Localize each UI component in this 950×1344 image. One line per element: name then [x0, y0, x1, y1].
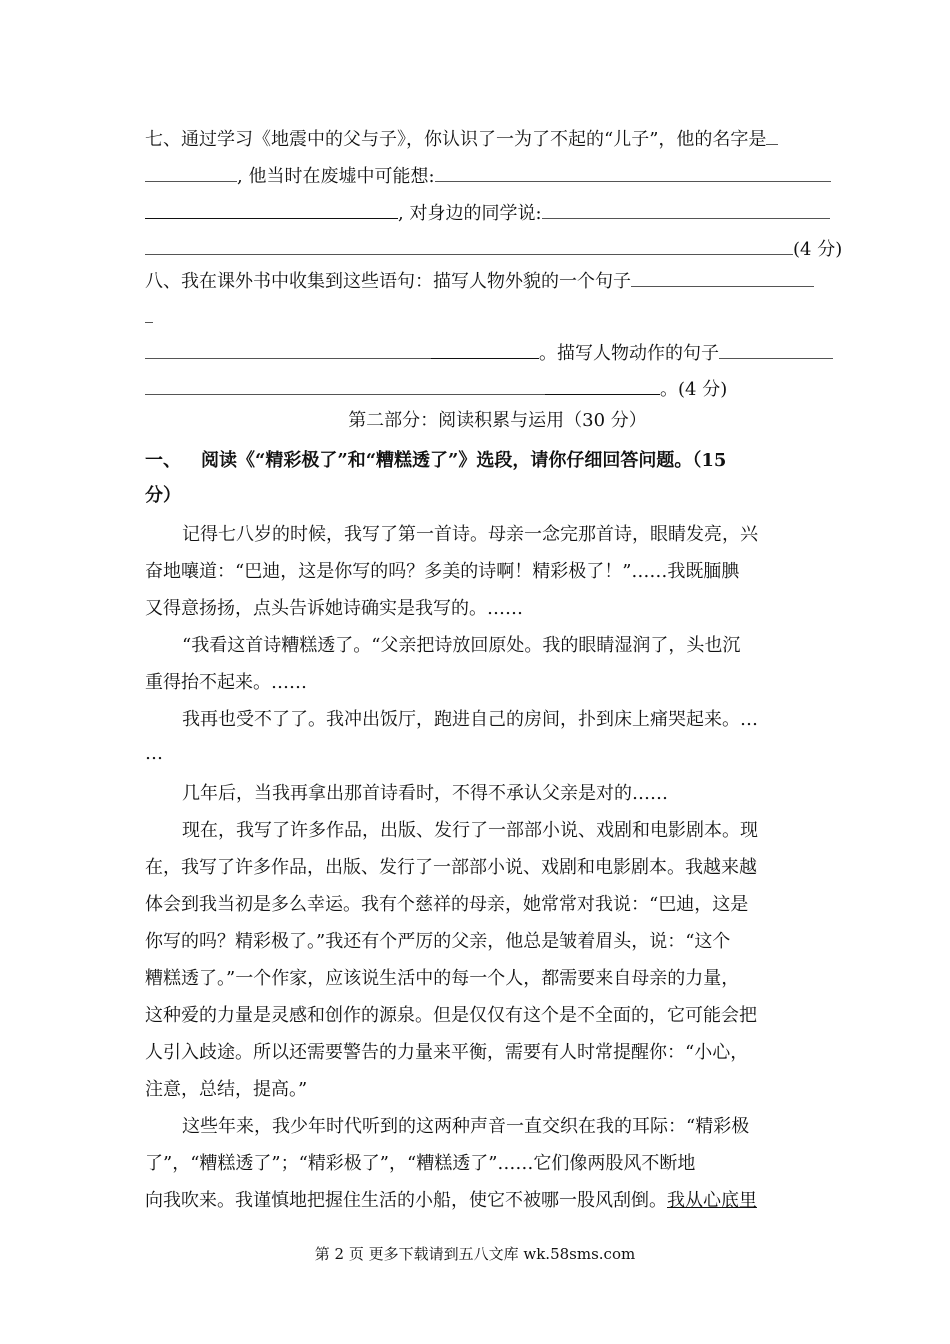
q8-action-blank-3[interactable]: [545, 376, 660, 395]
passage-line: 在，我写了许多作品，出版、发行了一部部小说、戏剧和电影剧本。我越来越: [145, 857, 757, 878]
q7-prompt: 七、通过学习《地震中的父与子》，你认识了一为了不起的“儿子”，他的名字是: [145, 129, 767, 150]
passage-line: 现在，我写了许多作品，出版、发行了一部部小说、戏剧和电影剧本。现: [182, 820, 758, 841]
part2-title: 第二部分：阅读积累与运用（30 分）: [348, 410, 647, 431]
q8-line-3: [145, 340, 833, 366]
passage-line: 体会到我当初是多么幸运。我有个慈祥的母亲，她常常对我说：“巴迪，这是: [145, 894, 749, 915]
q7-thought-blank-2[interactable]: [145, 200, 398, 219]
q7-line-3: [145, 200, 830, 226]
q8-prompt: 八、我在课外书中收集到这些语句：描写人物外貌的一个句子: [145, 271, 631, 292]
underlined-sentence: 我从心底里: [667, 1190, 757, 1211]
passage-line: 重得抬不起来。……: [145, 672, 307, 693]
passage-text: 向我吹来。我谨慎地把握住生活的小船，使它不被哪一股风刮倒。: [145, 1190, 667, 1211]
q8-action-blank-2[interactable]: [145, 376, 545, 395]
q7-speech-blank[interactable]: [542, 200, 830, 219]
q8-appearance-blank-4[interactable]: [431, 340, 539, 359]
q7-speech-label: , 对身边的同学说:: [398, 203, 542, 224]
q7-speech-blank-2[interactable]: [145, 236, 793, 255]
part2-q1-line-2: 分）: [145, 485, 181, 506]
q8-score: 。(4 分): [660, 379, 728, 400]
part2-q1-line-1: [145, 449, 726, 473]
passage-line: 我再也受不了了。我冲出饭厅，跑进自己的房间，扑到床上痛哭起来。…: [182, 709, 758, 730]
q7-thought-label: , 他当时在废墟中可能想:: [237, 166, 435, 187]
passage-line: 奋地嚷道：“巴迪，这是你写的吗？多美的诗啊！精彩极了！”……我既腼腆: [145, 561, 740, 582]
passage-line: 糟糕透了。”一个作家，应该说生活中的每一个人，都需要来自母亲的力量，: [145, 968, 740, 989]
q7-line-2: [145, 163, 831, 189]
q8-line-4: [145, 376, 727, 402]
passage-line: 了”，“糟糕透了”；“精彩极了”，“糟糕透了”……它们像两股风不断地: [145, 1153, 696, 1174]
q7-name-blank[interactable]: [145, 163, 237, 182]
q8-action-label: 。描写人物动作的句子: [539, 343, 719, 364]
passage-line: 注意，总结，提高。”: [145, 1079, 308, 1100]
passage-line: 几年后，当我再拿出那首诗看时，不得不承认父亲是对的……: [182, 783, 668, 804]
passage-line: 你写的吗？精彩极了。”我还有个严厉的父亲，他总是皱着眉头，说：“这个: [145, 931, 731, 952]
passage-line: 这种爱的力量是灵感和创作的源泉。但是仅仅有这个是不全面的，它可能会把: [145, 1005, 757, 1026]
q7-line-4: [145, 236, 842, 262]
q8-appearance-blank-2[interactable]: [145, 304, 153, 323]
passage-line-last: [145, 1189, 757, 1213]
part2-q1-prompt: 阅读《“精彩极了”和“糟糕透了”》选段，请你仔细回答问题。（15: [201, 450, 727, 471]
part2-q1-number: 一、: [145, 450, 181, 471]
q7-line-1: [145, 126, 778, 152]
q7-name-blank-start[interactable]: [766, 126, 778, 145]
q8-appearance-blank[interactable]: [631, 268, 814, 287]
passage-line: 又得意扬扬，点头告诉她诗确实是我写的。……: [145, 598, 523, 619]
q7-thought-blank[interactable]: [435, 163, 831, 182]
passage-line: “我看这首诗糟糕透了。“父亲把诗放回原处。我的眼睛湿润了，头也沉: [182, 635, 741, 656]
q8-appearance-blank-3[interactable]: [145, 340, 431, 359]
q8-line-2: [145, 304, 153, 330]
q8-action-blank[interactable]: [719, 340, 833, 359]
q7-score: (4 分): [793, 239, 843, 260]
page-footer: 第 2 页 更多下载请到五八文库 wk.58sms.com: [314, 1245, 636, 1263]
passage-line: 记得七八岁的时候，我写了第一首诗。母亲一念完那首诗，眼睛发亮，兴: [182, 524, 758, 545]
passage-line: 人引入歧途。所以还需要警告的力量来平衡，需要有人时常提醒你：“小心，: [145, 1042, 749, 1063]
passage-line: …: [145, 743, 163, 764]
q8-line-1: [145, 268, 814, 294]
passage-line: 这些年来，我少年时代听到的这两种声音一直交织在我的耳际：“精彩极: [182, 1116, 750, 1137]
